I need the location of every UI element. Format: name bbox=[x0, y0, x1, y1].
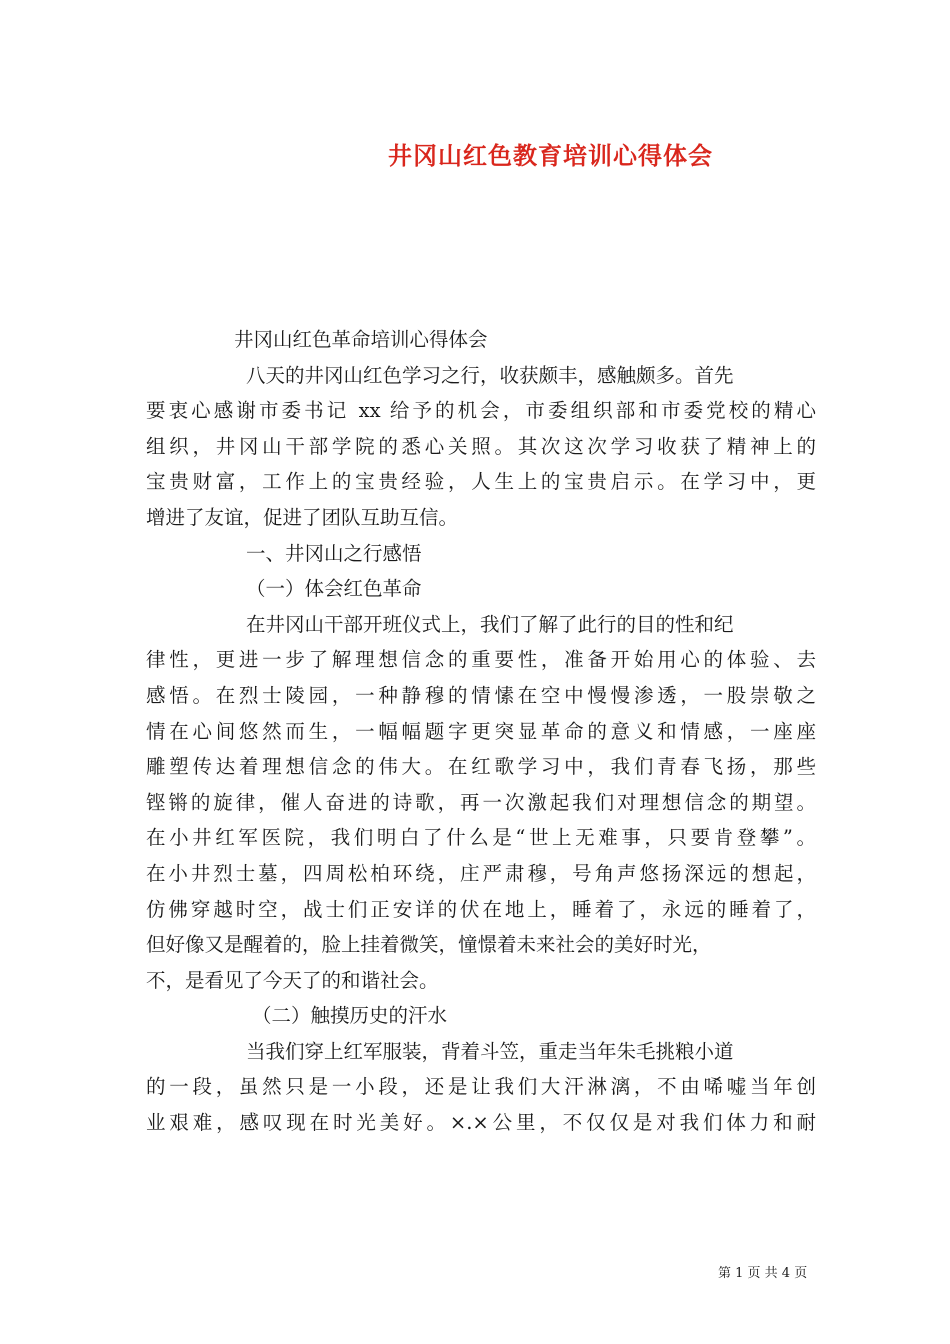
paragraph-line: 律性，更进一步了解理想信念的重要性，准备开始用心的体验、去 bbox=[146, 648, 816, 672]
paragraph-line: 在井冈山干部开班仪式上，我们了解了此行的目的性和纪 bbox=[246, 612, 734, 636]
paragraph-line: 雕塑传达着理想信念的伟大。在红歌学习中，我们青春飞扬，那些 bbox=[146, 755, 816, 779]
paragraph-line: 情在心间悠然而生，一幅幅题字更突显革命的意义和情感，一座座 bbox=[146, 719, 816, 743]
document-body bbox=[146, 322, 816, 1141]
paragraph-line: 仿佛穿越时空，战士们正安详的伏在地上，睡着了，永远的睡着了， bbox=[146, 897, 816, 921]
paragraph-line: 铿锵的旋律，催人奋进的诗歌，再一次激起我们对理想信念的期望。 bbox=[146, 790, 816, 814]
paragraph-line: 感悟。在烈士陵园，一种静穆的情愫在空中慢慢渗透，一股崇敬之 bbox=[146, 683, 816, 707]
paragraph-line: 要衷心感谢市委书记 xx 给予的机会，市委组织部和市委党校的精心 bbox=[146, 399, 816, 423]
paragraph-line: 在小井烈士墓，四周松柏环绕，庄严肃穆，号角声悠扬深远的想起， bbox=[146, 861, 816, 885]
paragraph-line: 不，是看见了今天了的和谐社会。 bbox=[146, 968, 439, 992]
document-subtitle: 井冈山红色革命培训心得体会 bbox=[234, 328, 488, 351]
paragraph-line: 业艰难，感叹现在时光美好。×.×公里，不仅仅是对我们体力和耐 bbox=[146, 1111, 816, 1135]
paragraph-line: 组织，井冈山干部学院的悉心关照。其次这次学习收获了精神上的 bbox=[146, 434, 816, 458]
subsection-heading: （一）体会红色革命 bbox=[246, 577, 422, 601]
paragraph-line: 八天的井冈山红色学习之行，收获颇丰，感触颇多。首先 bbox=[246, 363, 734, 387]
paragraph-line: 宝贵财富，工作上的宝贵经验，人生上的宝贵启示。在学习中，更 bbox=[146, 470, 816, 494]
document-title: 井冈山红色教育培训心得体会 bbox=[388, 141, 713, 170]
subsection-heading: （二）触摸历史的汗水 bbox=[252, 1004, 448, 1028]
paragraph-line: 但好像又是醒着的，脸上挂着微笑，憧憬着未来社会的美好时光， bbox=[146, 933, 712, 957]
paragraph-line: 在小井红军医院，我们明白了什么是“世上无难事，只要肯登攀”。 bbox=[146, 826, 816, 850]
paragraph-line: 当我们穿上红军服装，背着斗笠，重走当年朱毛挑粮小道 bbox=[246, 1039, 734, 1063]
paragraph-line: 增进了友谊，促进了团队互助互信。 bbox=[146, 505, 459, 529]
section-heading: 一、井冈山之行感悟 bbox=[246, 541, 422, 565]
paragraph-line: 的一段，虽然只是一小段，还是让我们大汗淋漓，不由唏嘘当年创 bbox=[146, 1075, 816, 1099]
page-number-footer: 第 1 页 共 4 页 bbox=[718, 1266, 808, 1281]
